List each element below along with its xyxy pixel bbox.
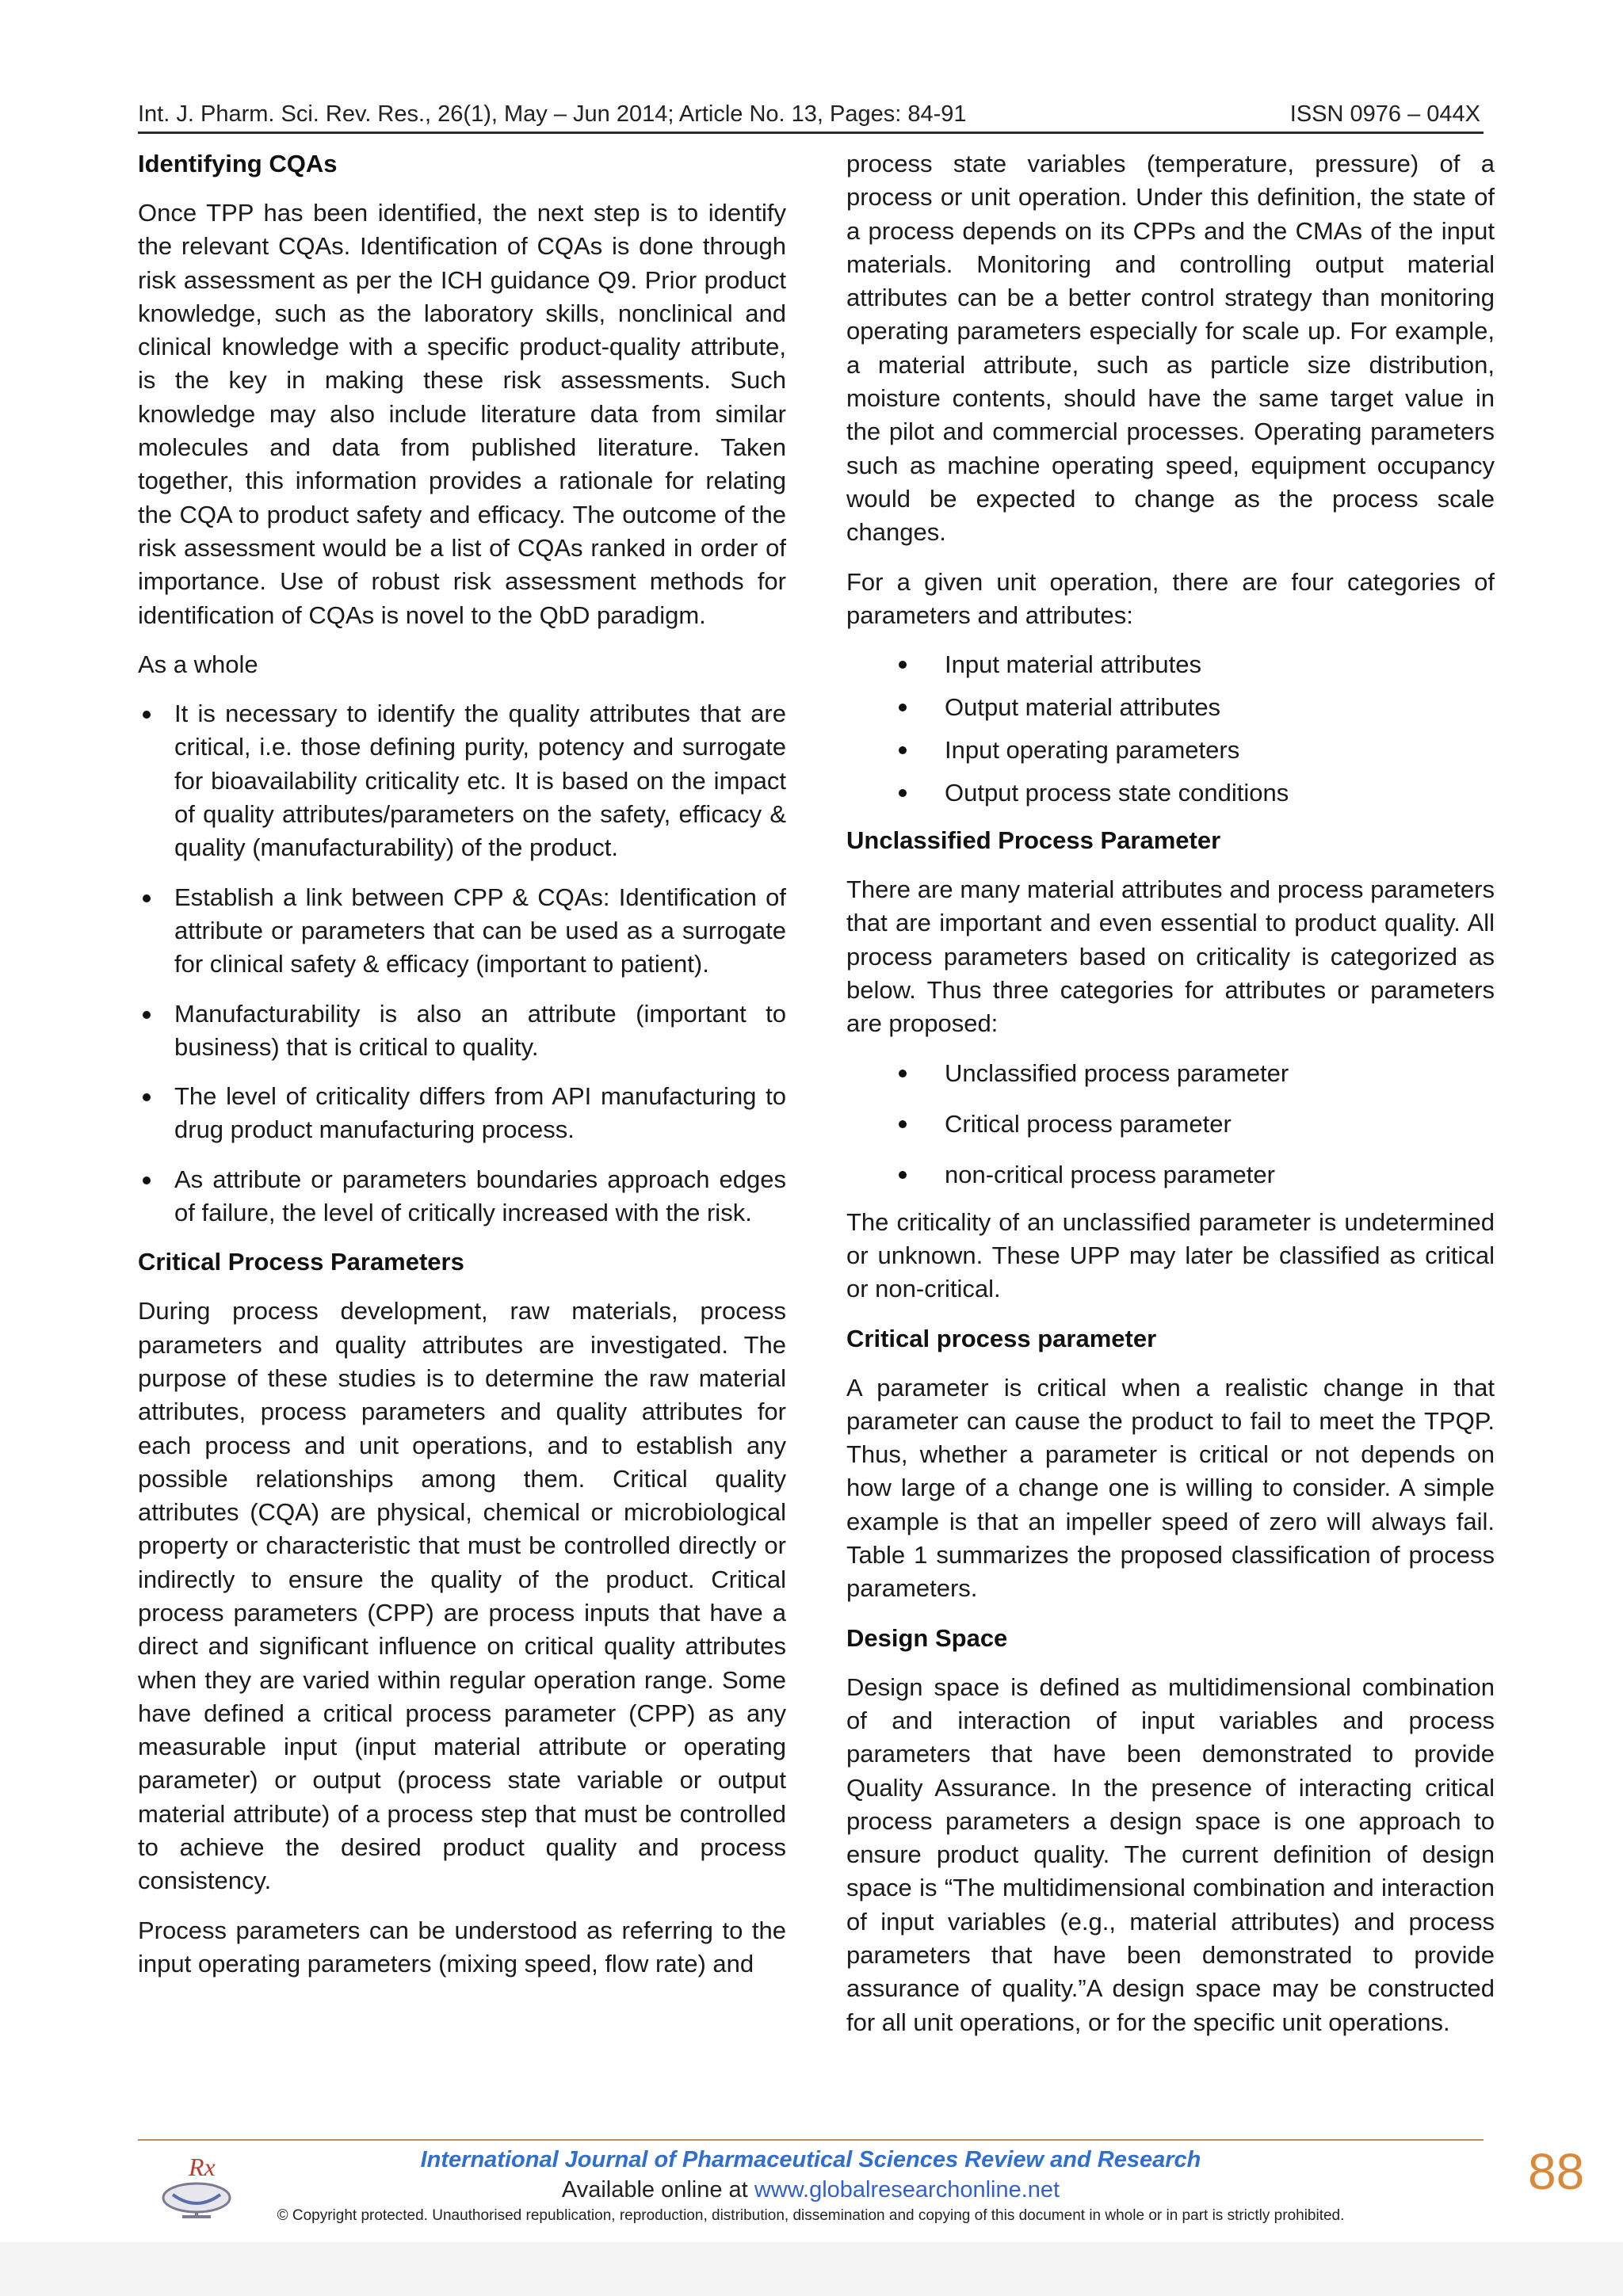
- header-rule: [138, 132, 1484, 134]
- list-item: The level of criticality differs from API manufacturing to drug product manufacturing process.: [138, 1080, 786, 1147]
- bottom-band: [0, 2242, 1623, 2296]
- heading-unclassified-process-parameter: Unclassified Process Parameter: [846, 826, 1221, 855]
- footer-rule: [138, 2139, 1484, 2141]
- paragraph-design-space: Design space is defined as multidimensional combination of and interaction of input variables and process parameters that have been demonstrated to provide Quality Assurance. In the presence of interacting critical process parameters a design space is one approach to ensure product quality. The current definition of design space is “The multidimensional combination and interaction of input variables (e.g., material attributes) and process parameters that have been demonstrated to provide assurance of quality.”A design space may be constructed for all unit operations, or for the specific unit operations.: [846, 1672, 1495, 2036]
- paragraph-critical-parameter: A parameter is critical when a realistic change in that parameter can cause the product to fail to meet the TPQP. Thus, whether a parameter is critical or not depends on how large of a change one is willing to consider. A simple example is that an impeller speed of zero will always fail. Table 1 summarizes the proposed classification of process parameters.: [846, 1373, 1495, 1603]
- footer-journal-title: International Journal of Pharmaceutical Sciences Review and Research: [420, 2147, 1201, 2172]
- paragraph-four-categories: For a given unit operation, there are four categories of parameters and attributes:: [846, 567, 1495, 629]
- list-item: It is necessary to identify the quality attributes that are critical, i.e. those defining purity, potency and surrogate for bioavailability criticality etc. It is based on the impact of quality attributes/parameters on the safety, efficacy & quality (manufacturability) of the product.: [138, 697, 786, 864]
- list-item: Unclassified process parameter: [846, 1057, 1495, 1090]
- paragraph-cqas: Once TPP has been identified, the next step is to identify the relevant CQAs. Identification of CQAs is done through risk assessment as per the ICH guidance Q9. Prior product knowledge, such as the laboratory skills, nonclinical and clinical knowledge with a specific product-quality attribute, is the key in making these risk assessments. Such knowledge may also include literature data from similar molecules and data from published literature. Taken together, this information provides a rationale for relating the CQA to product safety and efficacy. The outcome of the risk assessment would be a list of CQAs ranked in order of importance. Use of robust risk assessment methods for identification of CQAs is novel to the QbD paradigm.: [138, 199, 786, 629]
- list-item: Manufacturability is also an attribute (important to business) that is critical to quality.: [138, 997, 786, 1065]
- left-column: [138, 147, 786, 1997]
- paragraph-criticality-undetermined: The criticality of an unclassified parameter is undetermined or unknown. These UPP may later be classified as critical or non-critical.: [846, 1207, 1495, 1303]
- paragraph-process-parameters: Process parameters can be understood as referring to the input operating parameters (mixing speed, flow rate) and: [138, 1916, 786, 1978]
- category-list: [846, 648, 1495, 810]
- page-number: 88: [1528, 2143, 1585, 2200]
- footer-availability: [138, 2176, 1484, 2204]
- cqa-bullet-list: [138, 697, 786, 1230]
- heading-critical-process-parameters: Critical Process Parameters: [138, 1248, 464, 1276]
- list-item: Input material attributes: [846, 648, 1495, 681]
- list-item: non-critical process parameter: [846, 1158, 1495, 1192]
- paragraph-upp: There are many material attributes and process parameters that are important and even essential to product quality. All process parameters based on criticality is categorized as below. Thus three categories for attributes or parameters are proposed:: [846, 875, 1495, 1038]
- heading-critical-process-parameter: Critical process parameter: [846, 1324, 1157, 1352]
- heading-identifying-cqas: Identifying CQAs: [138, 150, 338, 177]
- paragraph-continuation: process state variables (temperature, pressure) of a process or unit operation. Under this definition, the state of a process depends on its CPPs and the CMAs of the input materials. Monitoring and controlling output material attributes can be a better control strategy than monitoring operating parameters especially for scale up. For example, a material attribute, such as particle size distribution, moisture contents, should have the same target value in the pilot and commercial processes. Operating parameters such as machine operating speed, equipment occupancy would be expected to change as the process scale changes.: [846, 150, 1495, 547]
- footer-available-label: Available online at: [561, 2177, 748, 2203]
- list-item: Establish a link between CPP & CQAs: Identification of attribute or parameters that can be used as a surrogate for clinical safety & efficacy (important to patient).: [138, 881, 786, 982]
- parameter-category-list: [846, 1057, 1495, 1192]
- paragraph-as-a-whole: As a whole: [138, 650, 258, 678]
- list-item: Output process state conditions: [846, 776, 1495, 810]
- list-item: Critical process parameter: [846, 1108, 1495, 1141]
- header-issn: ISSN 0976 – 044X: [1289, 101, 1480, 127]
- list-item: As attribute or parameters boundaries approach edges of failure, the level of critically increased with the risk.: [138, 1163, 786, 1230]
- right-column: [846, 147, 1495, 2055]
- list-item: Input operating parameters: [846, 734, 1495, 767]
- footer-copyright: © Copyright protected. Unauthorised republication, reproduction, distribution, dissemination and copying of this document in whole or in part is strictly prohibited.: [277, 2207, 1345, 2224]
- heading-design-space: Design Space: [846, 1623, 1008, 1652]
- running-header: [138, 98, 1480, 130]
- paragraph-cpp: During process development, raw materials, process parameters and quality attributes are investigated. The purpose of these studies is to determine the raw material attributes, process parameters and quality attributes for each process and unit operations, and to establish any possible relationships among them. Critical quality attributes (CQA) are physical, chemical or microbiological property or characteristic that must be controlled directly or indirectly to ensure the quality of the product. Critical process parameters (CPP) are process inputs that have a direct and significant influence on critical quality attributes when they are varied within regular operation range. Some have defined a critical process parameter (CPP) as any measurable input (input material attribute or operating parameter) or output (process state variable or output material attribute) of a process step that must be controlled to achieve the desired product quality and process consistency.: [138, 1297, 786, 1895]
- header-citation: Int. J. Pharm. Sci. Rev. Res., 26(1), May – Jun 2014; Article No. 13, Pages: 84-91: [138, 101, 967, 127]
- list-item: Output material attributes: [846, 691, 1495, 724]
- logo-rx-mark: Rx: [189, 2153, 216, 2181]
- footer-website-link[interactable]: www.globalresearchonline.net: [754, 2177, 1060, 2203]
